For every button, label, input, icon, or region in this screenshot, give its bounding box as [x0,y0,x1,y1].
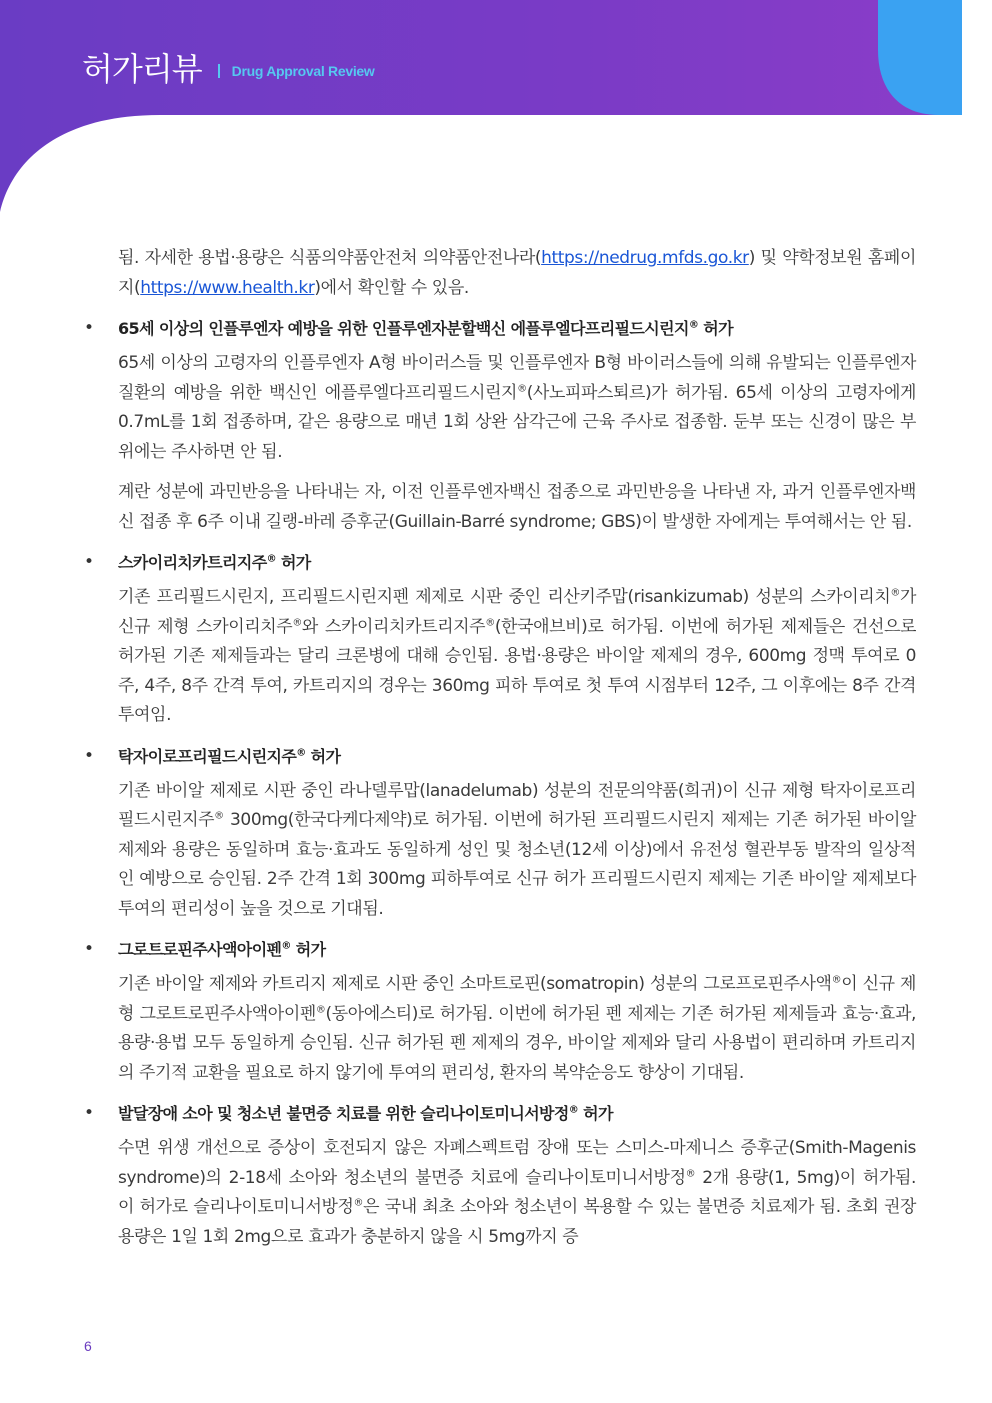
intro-paragraph [118,244,916,303]
registered-mark: ® [517,382,527,394]
section-heading-efluelda [84,314,916,343]
heading-text: 발달장애 소아 및 청소년 불면증 치료를 위한 슬리나이토미니서방정 [118,1104,569,1123]
section-heading-slenyto [84,1099,916,1128]
health-kr-link[interactable]: https://www.health.kr [140,277,315,298]
bullet-icon: • [84,1103,95,1123]
registered-mark: ® [281,940,291,952]
section-heading-takhzyro [84,742,916,771]
page-header [0,0,962,210]
section-paragraph: 계란 성분에 과민반응을 나타내는 자, 이전 인플루엔자백신 접종으로 과민반응을 나타낸 자, 과거 인플루엔자백신 접종 후 6주 이내 길랭-바레 증후군(Guillain-Barré syndrome; GBS)이 발생한 자에게는 투여해서는 안 됨. [118,482,916,532]
header-brand [82,44,375,90]
registered-mark: ® [890,587,900,599]
registered-mark: ® [831,974,842,986]
heading-suffix: 허가 [578,1104,613,1123]
document-body [84,244,916,1263]
registered-mark: ® [485,616,495,628]
header-background [0,0,962,215]
bullet-icon: • [84,745,95,766]
section-heading-skyrizi [84,548,916,577]
heading-text: 스카이리치카트리지주 [118,553,267,572]
registered-mark: ® [315,1003,326,1015]
section-paragraph: 기존 바이알 제제로 시판 중인 라나델루맙(lanadelumab) 성분의 전문의약품(희귀)이 신규 제형 탁자이로프리필드시린지주® 300mg(한국다케다제약)로 허가됨. 이번에 허가된 프리필드시린지 제제는 기존 허가된 바이알 제제와 용량은 동일하며 효능·효과도 동일하게 성인 및 청소년(12세 이상)에서 유전성 혈관부동 발작의 일상적인 예방으로 승인됨. 2주 간격 1회 300mg 피하투여로 신규 허가 프리필드시린지 제제는 기존 바이알 제제보다 투여의 편리성이 높을 것으로 기대됨. [118,780,916,919]
bullet-icon: • [84,318,95,338]
registered-mark: ® [266,553,276,565]
section-paragraph: 기존 프리필드시린지, 프리필드시린지펜 제제로 시판 중인 리산키주맙(risankizumab) 성분의 스카이리치®가 신규 제형 스카이리치주®와 스카이리치카트리지주®(한국애브비)로 허가됨. 이번에 허가된 제제들은 건선으로 허가된 기존 제제들과는 달리 크론병에 대해 승인됨. 용법·용량은 바이알 제제의 경우, 600mg 정맥 투여로 0주, 4주, 8주 간격 투여, 카트리지의 경우는 360mg 피하 투여로 첫 투여 시점부터 12주, 그 이후에는 8주 간격 투여임. [118,587,917,725]
section-paragraph: 기존 바이알 제제와 카트리지 제제로 시판 중인 소마트로핀(somatropin) 성분의 그로프로핀주사액®이 신규 제형 그로트로핀주사액아이펜®(동아에스티)로 허가됨. 이번에 허가된 펜 제제는 기존 허가된 제제들과 효능·효과, 용량·용법 모두 동일하게 승인됨. 신규 허가된 펜 제제의 경우, 바이알 제제와 달리 사용법이 편리하며 카트리지의 주기적 교환을 필요로 하지 않기에 투여의 편리성, 환자의 복약순응도 향상이 기대됨. [118,974,916,1083]
intro-text-3: )에서 확인할 수 있음. [314,277,469,298]
heading-text: 그로트로핀주사액아이펜 [118,940,282,959]
registered-mark: ® [568,1104,579,1116]
nedrug-link[interactable]: https://nedrug.mfds.go.kr [541,248,749,268]
intro-text-2: ) 및 약학정보원 홈페이지( [118,248,916,298]
header-title-en: Drug Approval Review [231,63,375,79]
heading-suffix: 허가 [290,940,326,959]
registered-mark: ® [353,1197,364,1209]
bullet-icon: • [84,939,95,959]
heading-suffix: 허가 [305,746,341,766]
header-divider [218,64,220,78]
registered-mark: ® [685,1167,696,1179]
heading-suffix: 허가 [698,319,733,338]
heading-text: 탁자이로프리필드시린지주 [118,746,297,766]
heading-suffix: 허가 [275,553,311,572]
section-heading-growtropin [84,935,916,964]
section-paragraph: 65세 이상의 고령자의 인플루엔자 A형 바이러스들 및 인플루엔자 B형 바이러스들에 의해 유발되는 인플루엔자 질환의 예방을 위한 백신인 에플루엘다프리필드시린지®(사노피파스퇴르)가 허가됨. 65세 이상의 고령자에게 0.7mL를 1회 접종하며, 같은 용량으로 매년 1회 상완 삼각근에 근육 주사로 접종함. 둔부 또는 신경이 많은 부위에는 주사하면 안 됨. [118,353,916,462]
heading-text: 65세 이상의 인플루엔자 예방을 위한 인플루엔자분할백신 에플루엘다프리필드시린지 [118,319,689,338]
bullet-icon: • [84,552,95,572]
registered-mark: ® [296,747,306,759]
registered-mark: ® [292,616,302,628]
section-paragraph: 수면 위생 개선으로 증상이 호전되지 않은 자폐스펙트럼 장애 또는 스미스-마제니스 증후군(Smith-Magenis syndrome)의 2-18세 소아와 청소년의 불면증 치료에 슬리나이토미니서방정® 2개 용량(1, 5mg)이 허가됨. 이 허가로 슬리나이토미니서방정®은 국내 최초 소아와 청소년이 복용할 수 있는 불면증 치료제가 됨. 초회 권장용량은 1일 1회 2mg으로 효과가 충분하지 않을 시 5mg까지 증 [118,1138,916,1247]
page-number: 6 [84,1338,92,1354]
registered-mark: ® [214,810,224,822]
header-title-ko: 허가리뷰 [82,50,202,88]
intro-text-1: 됨. 자세한 용법·용량은 식품의약품안전처 의약품안전나라( [118,248,542,268]
registered-mark: ® [688,319,699,331]
